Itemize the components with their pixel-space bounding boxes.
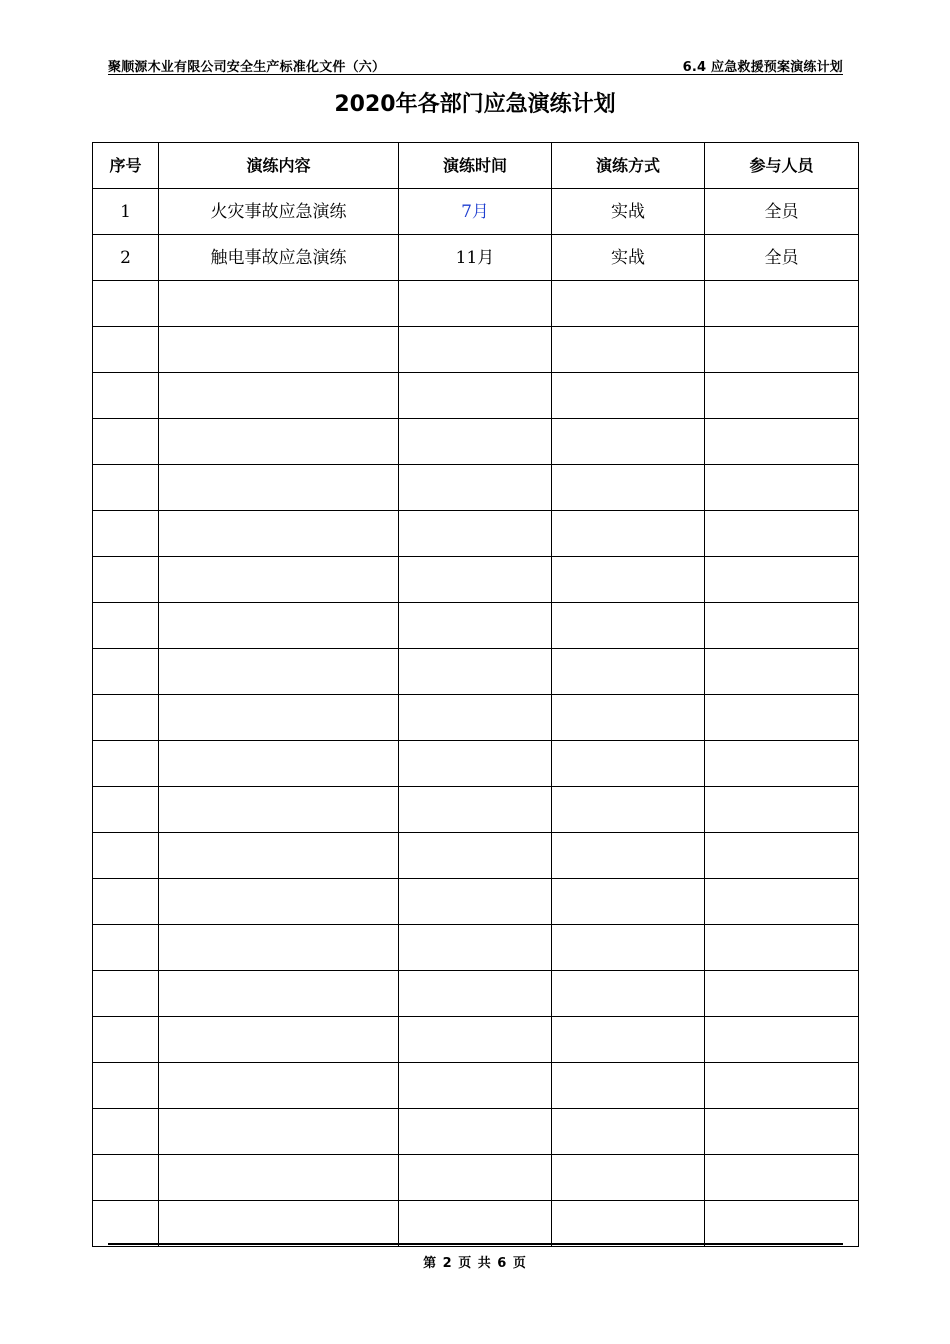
cell-participants (705, 419, 859, 465)
cell-method (552, 925, 705, 971)
cell-method (552, 511, 705, 557)
cell-time (399, 373, 552, 419)
header-divider (108, 74, 843, 75)
header-section-name: 6.4 应急救援预案演练计划 (682, 60, 843, 75)
cell-index (93, 557, 159, 603)
cell-time (399, 787, 552, 833)
cell-index (93, 787, 159, 833)
cell-method (552, 741, 705, 787)
cell-participants (705, 971, 859, 1017)
table-row (93, 787, 859, 833)
col-header-content: 演练内容 (159, 143, 399, 189)
cell-time (399, 833, 552, 879)
table-row (93, 1017, 859, 1063)
cell-time (399, 511, 552, 557)
table-row (93, 879, 859, 925)
cell-content (159, 649, 399, 695)
cell-participants (705, 373, 859, 419)
cell-content: 触电事故应急演练 (159, 235, 399, 281)
cell-time (399, 1155, 552, 1201)
cell-time (399, 971, 552, 1017)
cell-index (93, 695, 159, 741)
table-row (93, 281, 859, 327)
cell-participants (705, 787, 859, 833)
cell-participants (705, 695, 859, 741)
cell-index (93, 603, 159, 649)
cell-index (93, 971, 159, 1017)
cell-time (399, 925, 552, 971)
cell-index: 1 (93, 189, 159, 235)
col-header-time: 演练时间 (399, 143, 552, 189)
cell-participants: 全员 (705, 235, 859, 281)
cell-time (399, 1201, 552, 1247)
col-header-method: 演练方式 (552, 143, 705, 189)
drill-plan-table (92, 142, 859, 1247)
cell-content: 火灾事故应急演练 (159, 189, 399, 235)
cell-content (159, 603, 399, 649)
cell-time (399, 879, 552, 925)
cell-participants (705, 1155, 859, 1201)
cell-participants: 全员 (705, 189, 859, 235)
cell-content (159, 281, 399, 327)
cell-index: 2 (93, 235, 159, 281)
cell-content (159, 879, 399, 925)
cell-time (399, 603, 552, 649)
cell-index (93, 281, 159, 327)
cell-method (552, 879, 705, 925)
table-row (93, 1063, 859, 1109)
cell-time (399, 649, 552, 695)
cell-index (93, 879, 159, 925)
cell-index (93, 925, 159, 971)
cell-index (93, 465, 159, 511)
cell-index (93, 649, 159, 695)
table-header-row (93, 143, 859, 189)
cell-index (93, 1063, 159, 1109)
table-row (93, 833, 859, 879)
cell-method (552, 695, 705, 741)
cell-method (552, 1201, 705, 1247)
cell-participants (705, 833, 859, 879)
cell-content (159, 971, 399, 1017)
cell-participants (705, 1201, 859, 1247)
table-row (93, 1155, 859, 1201)
header-document-name: 聚顺源木业有限公司安全生产标准化文件（六） (108, 60, 386, 75)
cell-participants (705, 1109, 859, 1155)
table-row (93, 189, 859, 235)
cell-participants (705, 557, 859, 603)
cell-method (552, 603, 705, 649)
cell-method (552, 1155, 705, 1201)
table-row (93, 511, 859, 557)
cell-content (159, 787, 399, 833)
cell-time (399, 419, 552, 465)
cell-method (552, 465, 705, 511)
cell-content (159, 511, 399, 557)
cell-content (159, 465, 399, 511)
table-row (93, 925, 859, 971)
cell-time (399, 557, 552, 603)
cell-time (399, 281, 552, 327)
cell-method (552, 787, 705, 833)
cell-method: 实战 (552, 189, 705, 235)
cell-method (552, 373, 705, 419)
cell-content (159, 327, 399, 373)
cell-time: 11月 (399, 235, 552, 281)
table-row (93, 235, 859, 281)
cell-participants (705, 741, 859, 787)
cell-index (93, 511, 159, 557)
cell-time: 7月 (399, 189, 552, 235)
cell-index (93, 419, 159, 465)
cell-content (159, 695, 399, 741)
cell-participants (705, 1063, 859, 1109)
cell-time (399, 1109, 552, 1155)
table-row (93, 373, 859, 419)
footer-divider (108, 1243, 843, 1245)
table-row (93, 465, 859, 511)
page-header (108, 55, 843, 75)
cell-index (93, 373, 159, 419)
cell-content (159, 373, 399, 419)
table-row (93, 327, 859, 373)
cell-participants (705, 925, 859, 971)
page-number: 第 2 页 共 6 页 (423, 1256, 527, 1271)
cell-index (93, 327, 159, 373)
table-row (93, 603, 859, 649)
cell-participants (705, 649, 859, 695)
cell-content (159, 741, 399, 787)
cell-time (399, 695, 552, 741)
table-row (93, 741, 859, 787)
cell-participants (705, 879, 859, 925)
col-header-index: 序号 (93, 143, 159, 189)
cell-method (552, 327, 705, 373)
cell-participants (705, 603, 859, 649)
cell-content (159, 833, 399, 879)
table-row (93, 1109, 859, 1155)
cell-participants (705, 1017, 859, 1063)
cell-content (159, 925, 399, 971)
cell-method (552, 557, 705, 603)
cell-method (552, 419, 705, 465)
cell-content (159, 419, 399, 465)
cell-method (552, 1017, 705, 1063)
cell-index (93, 1017, 159, 1063)
cell-content (159, 1201, 399, 1247)
page-title: 2020年各部门应急演练计划 (334, 92, 616, 117)
cell-time (399, 741, 552, 787)
table-row (93, 557, 859, 603)
table-row (93, 695, 859, 741)
table-row (93, 1201, 859, 1247)
cell-index (93, 833, 159, 879)
cell-index (93, 1155, 159, 1201)
cell-index (93, 1109, 159, 1155)
cell-participants (705, 465, 859, 511)
cell-method (552, 281, 705, 327)
cell-content (159, 1063, 399, 1109)
cell-time (399, 465, 552, 511)
cell-index (93, 741, 159, 787)
cell-time (399, 1017, 552, 1063)
cell-participants (705, 511, 859, 557)
cell-method (552, 649, 705, 695)
table-row (93, 419, 859, 465)
cell-method: 实战 (552, 235, 705, 281)
table-row (93, 649, 859, 695)
cell-method (552, 833, 705, 879)
cell-content (159, 1155, 399, 1201)
col-header-participants: 参与人员 (705, 143, 859, 189)
cell-method (552, 1109, 705, 1155)
cell-method (552, 1063, 705, 1109)
cell-method (552, 971, 705, 1017)
cell-index (93, 1201, 159, 1247)
cell-time (399, 1063, 552, 1109)
cell-content (159, 1017, 399, 1063)
cell-content (159, 1109, 399, 1155)
cell-time (399, 327, 552, 373)
cell-participants (705, 281, 859, 327)
cell-content (159, 557, 399, 603)
cell-participants (705, 327, 859, 373)
table-body (93, 189, 859, 1247)
table-row (93, 971, 859, 1017)
